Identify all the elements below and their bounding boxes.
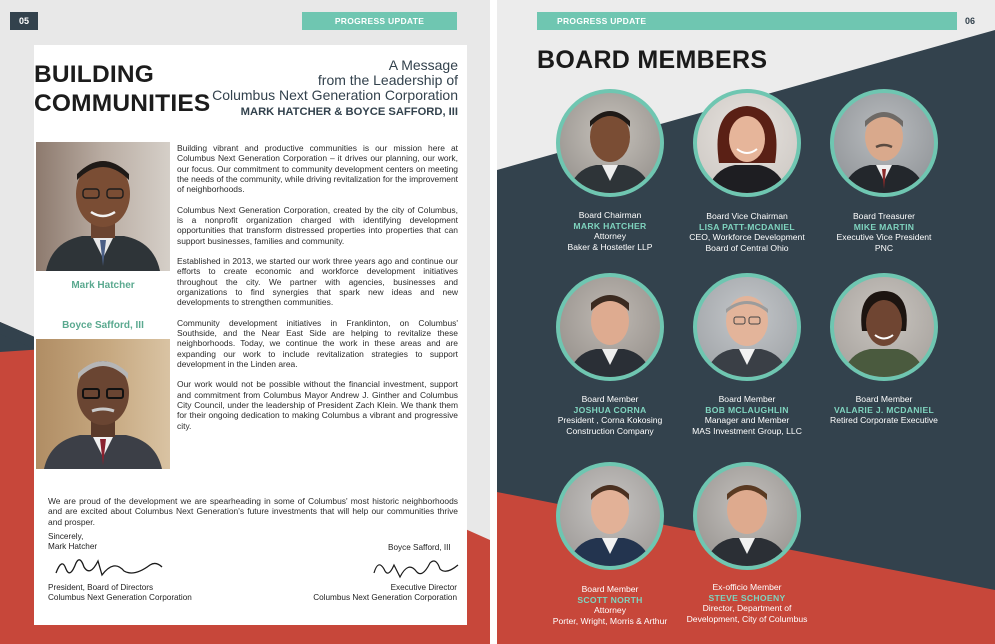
member-description: Board of Central Ohio — [705, 242, 789, 253]
photo-mark-hatcher — [36, 142, 170, 271]
member-description: Executive Vice President — [836, 232, 932, 243]
member-description: President , Corna Kokosing — [557, 415, 663, 426]
portrait-icon — [560, 93, 660, 193]
signer-name: Mark Hatcher — [48, 542, 98, 552]
member-name: MIKE MARTIN — [853, 221, 915, 232]
photo-caption: Mark Hatcher — [71, 280, 135, 291]
member-photo — [830, 273, 938, 381]
member-description: Manager and Member — [704, 415, 790, 426]
member-role: Board Vice Chairman — [706, 211, 788, 221]
board-members-title: BOARD MEMBERS — [537, 46, 768, 74]
title-line: BUILDING — [34, 61, 155, 88]
member-description: Attorney — [593, 231, 626, 242]
closing-paragraph: We are proud of the development we are spearheading in some of Columbus' most historic neighborhoods and are excited about Columbus Next Generation's future investments that will help our communities thrive and prosper. — [48, 496, 458, 527]
member-role: Board Member — [581, 394, 639, 404]
header-bar-left: PROGRESS UPDATE — [302, 12, 457, 30]
portrait-icon — [697, 93, 797, 193]
member-photo — [693, 462, 801, 570]
board-member-card — [672, 394, 822, 436]
board-member-card — [535, 584, 685, 626]
signer-title: Executive Director — [390, 583, 457, 592]
title-line: COMMUNITIES — [34, 90, 211, 117]
paragraph: Our work would not be possible without the financial investment, support and commitment from Columbus Mayor Andrew J. Ginther and Columbus City Council, under the leadership of President Zach Klein. We thank them for their ongoing dedication to making Columbus a vibrant and progressive city. — [177, 379, 458, 431]
member-role: Board Member — [581, 584, 639, 594]
message-names: MARK HATCHER & BOYCE SAFFORD, III — [240, 106, 458, 118]
signer-org: Columbus Next Generation Corporation — [48, 593, 192, 603]
portrait-icon — [560, 277, 660, 377]
member-name: LISA PATT-MCDANIEL — [699, 221, 795, 232]
member-description: Development, City of Columbus — [686, 613, 808, 624]
message-heading — [212, 58, 458, 120]
paragraph: Building vibrant and productive communities is our mission here at Columbus Next Generation Corporation – it drives our planning, our work, our focus. Our commitment to community development centers on meeting the needs of the community, while driving revitalization for the improvement of neighborhoods. — [177, 143, 458, 195]
portrait-icon — [834, 277, 934, 377]
page-number-right: 06 — [964, 16, 975, 26]
member-photo — [693, 273, 801, 381]
member-description: Porter, Wright, Morris & Arthur — [552, 615, 668, 626]
board-member-card — [535, 394, 685, 436]
member-photo — [556, 273, 664, 381]
message-line: A Message — [388, 57, 458, 73]
member-description: Attorney — [593, 605, 626, 616]
portrait-icon — [697, 277, 797, 377]
signature-icon — [54, 553, 164, 581]
member-description: Construction Company — [566, 425, 654, 436]
signer-title-right — [294, 583, 457, 603]
signature-icon — [370, 555, 462, 583]
portrait-icon — [560, 466, 660, 566]
paragraph: Established in 2013, we started our work three years ago and continue our efforts to create economic and workforce development initiatives throughout the city. We partner with agencies, businesses and organizations to find synergies that spark new ideas and new developments to strengthen communities. — [177, 256, 458, 308]
board-member-card — [672, 582, 822, 624]
member-description: Director, Department of — [702, 603, 792, 614]
member-role: Board Member — [855, 394, 913, 404]
portrait-icon — [834, 93, 934, 193]
signer-org: Columbus Next Generation Corporation — [313, 593, 457, 603]
signature-block-left — [48, 532, 97, 552]
member-description: MAS Investment Group, LLC — [692, 425, 802, 436]
signer-name-right: Boyce Safford, III — [388, 543, 451, 552]
paragraph: Columbus Next Generation Corporation, created by the city of Columbus, is a nonprofit organization charged with identifying development opportunities that transform distressed properties into properties that can support businesses, families and community. — [177, 204, 458, 246]
member-role: Board Treasurer — [852, 211, 916, 221]
member-role: Board Chairman — [578, 210, 642, 220]
member-photo — [556, 89, 664, 197]
portrait-icon — [697, 466, 797, 566]
paragraph: Community development initiatives in Franklinton, on Columbus' Southside, and the Near East Side are helping to revitalize these neighborhoods. Today, we continue the work in these areas and are expanding our work to include revitalization strategies to support development in the Linden area. — [177, 317, 458, 369]
board-member-card — [672, 211, 822, 253]
left-page — [0, 0, 490, 644]
photo-boyce-safford — [36, 339, 170, 469]
portrait-icon — [36, 339, 170, 469]
member-description: Retired Corporate Executive — [830, 415, 938, 426]
signer-title: President, Board of Directors — [48, 583, 154, 592]
board-member-card — [809, 394, 959, 426]
signer-title-left — [48, 583, 192, 603]
member-description: PNC — [874, 242, 894, 253]
member-photo — [693, 89, 801, 197]
member-name: VALARIE J. MCDANIEL — [833, 404, 935, 415]
message-line: from the Leadership of — [317, 72, 458, 88]
member-name: SCOTT NORTH — [577, 594, 643, 605]
page-number-left: 05 — [10, 12, 38, 30]
page-title — [34, 60, 210, 118]
member-name: MARK HATCHER — [573, 220, 647, 231]
member-description: Baker & Hostetler LLP — [567, 241, 653, 252]
member-name: STEVE SCHOENY — [708, 592, 786, 603]
salutation: Sincerely, — [48, 532, 84, 541]
page-gutter — [490, 0, 497, 644]
board-member-card — [809, 211, 959, 253]
header-bar-right: PROGRESS UPDATE — [537, 12, 957, 30]
member-photo — [830, 89, 938, 197]
portrait-icon — [36, 142, 170, 271]
member-name: JOSHUA CORNA — [573, 404, 647, 415]
right-page — [497, 0, 995, 644]
board-member-card — [535, 210, 685, 252]
message-line: Columbus Next Generation Corporation — [212, 87, 458, 103]
member-role: Ex-officio Member — [712, 582, 782, 592]
member-role: Board Member — [718, 394, 776, 404]
member-description: CEO, Workforce Development — [689, 232, 805, 243]
member-photo — [556, 462, 664, 570]
letter-body — [177, 143, 458, 441]
member-name: BOB MCLAUGHLIN — [705, 404, 789, 415]
photo-caption: Boyce Safford, III — [62, 320, 144, 331]
